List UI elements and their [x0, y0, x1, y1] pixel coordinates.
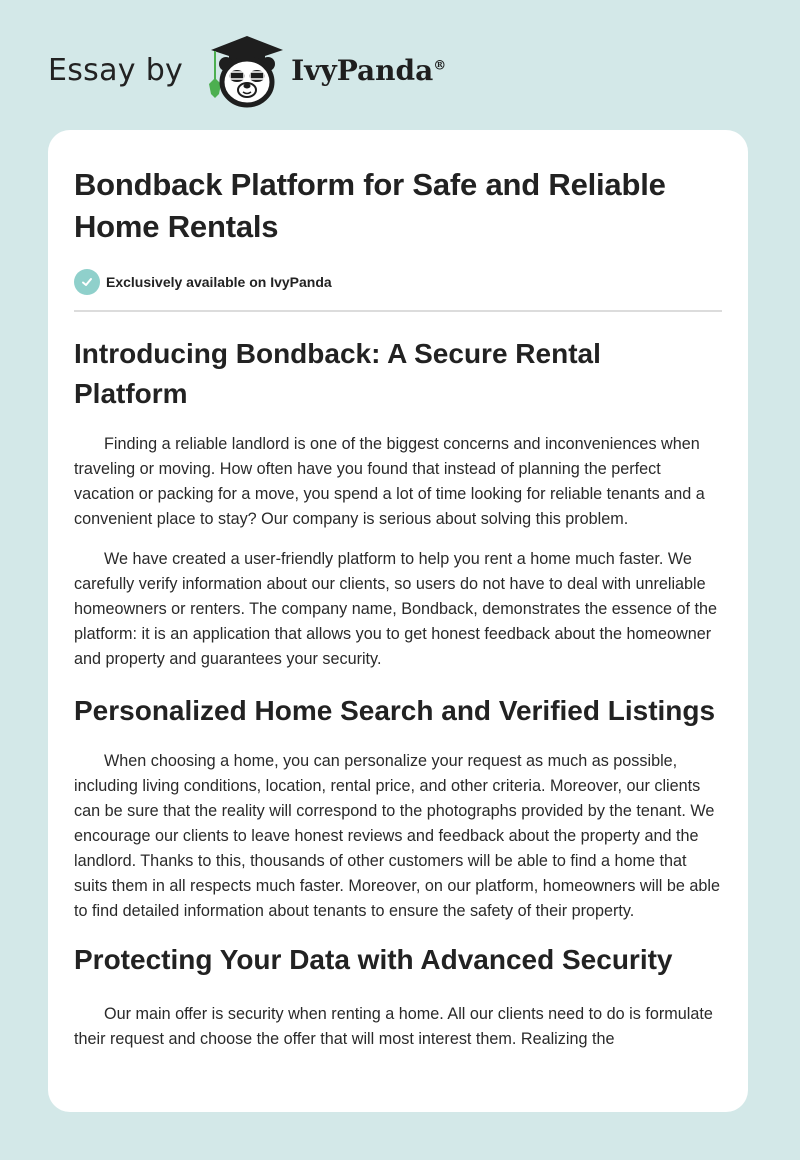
section-heading: Personalized Home Search and Verified Listings — [74, 695, 716, 726]
paragraph: Our main offer is security when renting a home. All our clients need to do is formulate their request and choose the offer that will most interest them. Realizing the — [74, 1005, 713, 1048]
section-heading: Introducing Bondback: A Secure Rental Platform — [74, 338, 601, 409]
exclusive-badge-text: Exclusively available on IvyPanda — [106, 274, 332, 290]
paragraph: We have created a user-friendly platform to help you rent a home much faster. We carefully verify information about our clients, so users do not have to deal with unreliable homeowners or renters. The company name, Bondback, demonstrates the essence of the platform: it is an application that allows you to get honest feedback about the homeowner and property and guarantees your security. — [74, 550, 718, 668]
panda-graduate-logo-icon[interactable] — [201, 32, 287, 108]
paragraph: Finding a reliable landlord is one of the biggest concerns and inconveniences when traveling or moving. How often have you found that instead of planning the perfect vacation or packing for a move, you spend a lot of time looking for reliable tenants and a convenient place to stay? Our company is serious about solving this problem. — [74, 435, 705, 528]
essay-by-label: Essay by — [48, 52, 184, 88]
check-circle-icon — [74, 269, 100, 295]
paragraph: When choosing a home, you can personalize your request as much as possible, including living conditions, location, rental price, and other criteria. Moreover, our clients can be sure that the reality will correspond to the photographs provided by the tenant. We encourage our clients to leave honest reviews and feedback about the property and the landlord. Thanks to this, thousands of other customers will be able to find a home that suits them in all respects much faster. Moreover, on our platform, homeowners will be able to find detailed information about tenants to ensure the safety of their property. — [74, 752, 720, 920]
section-heading: Protecting Your Data with Advanced Security — [74, 944, 673, 975]
exclusive-badge — [74, 268, 722, 296]
site-header — [48, 30, 446, 110]
essay-card — [48, 130, 748, 1112]
brand-name[interactable]: IvyPanda® — [291, 53, 447, 87]
title-divider — [74, 310, 722, 312]
essay-title: Bondback Platform for Safe and Reliable Home Rentals — [74, 167, 666, 244]
